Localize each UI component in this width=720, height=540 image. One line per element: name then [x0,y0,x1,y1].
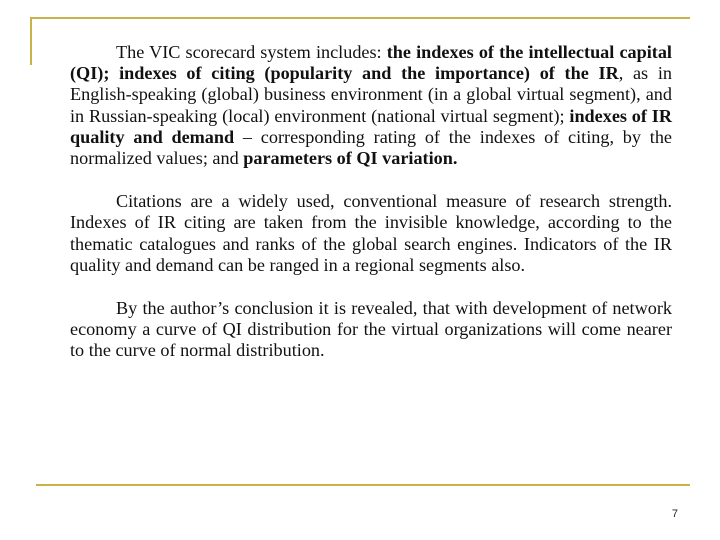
page-number: 7 [671,508,678,520]
frame-left-line [30,17,32,65]
bold-run: the indexes of the intellectual capital (QI); indexes of citing (popularity and the importance) of the IR [70,42,672,84]
paragraph-conclusion [70,298,672,362]
text-run: Citations are a widely used, conventional measure of research strength. Indexes of IR citing are taken from the invisible knowledge, according to the thematic catalogues and ranks of the global search engines. Indicators of the IR quality and demand can be ranged in a regional segments also. [70,191,672,275]
bold-run: indexes of IR quality and demand [70,105,672,147]
text-run: , as in English-speaking (global) business environment (in a global virtual segment), and in Russian-speaking (local) environment (national virtual segment); [70,63,672,126]
text-run: – corresponding rating of the indexes of citing, by the normalized values; and [70,126,672,169]
frame-bottom-line [36,484,690,486]
paragraph-scorecard [70,42,672,169]
frame-top-line [30,17,690,19]
text-run: The VIC scorecard system includes: [116,42,387,62]
paragraph-citations [70,191,672,276]
text-run: By the author’s conclusion it is revealed, that with development of network economy a curve of QI distribution for the virtual organizations will come nearer to the curve of normal distribution. [70,298,672,361]
slide-body [70,42,672,362]
bold-run: parameters of QI variation. [243,148,458,169]
